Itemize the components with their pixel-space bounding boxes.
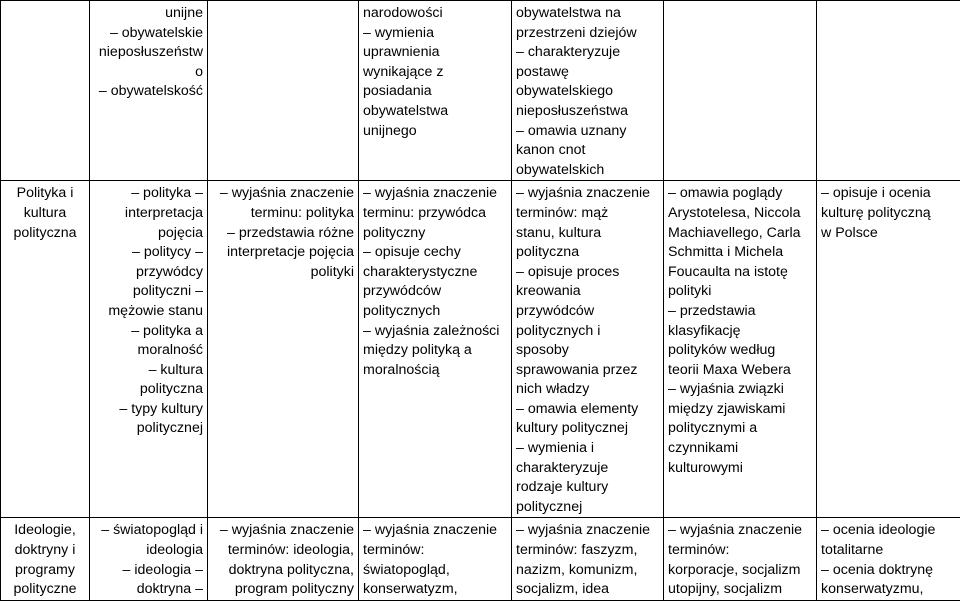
cell-text-line: – typy kultury bbox=[94, 400, 203, 420]
cell-text-line: korporacje, socjalizm bbox=[668, 561, 812, 581]
cell-text-line: – wyjaśnia zależności bbox=[363, 322, 507, 342]
cell-text-line: o bbox=[94, 63, 203, 83]
cell-text-line: politycznej bbox=[516, 498, 659, 518]
cell-text-line: terminów: bbox=[668, 541, 812, 561]
cell-text-line: w Polsce bbox=[821, 224, 956, 244]
cell-text-line: doktryna polityczna, bbox=[212, 561, 354, 581]
cell-text-line: ideologia bbox=[94, 541, 203, 561]
cell-text-line: – opisuje proces bbox=[516, 263, 659, 283]
cell-content bbox=[516, 521, 659, 599]
cell-text-line: – politycy – bbox=[94, 243, 203, 263]
cell-text-line: przywódców bbox=[363, 282, 507, 302]
cell-text-line: – opisuje cechy bbox=[363, 243, 507, 263]
table-row bbox=[1, 181, 960, 518]
cell-text-line: konserwatyzm, bbox=[363, 580, 507, 600]
cell-text-line: kultura bbox=[5, 204, 85, 224]
cell-content bbox=[5, 184, 85, 243]
table-cell bbox=[664, 181, 817, 518]
cell-text-line: polityczny bbox=[363, 224, 507, 244]
cell-text-line: polityki bbox=[212, 263, 354, 283]
cell-text-line: – wyjaśnia znaczenie bbox=[516, 184, 659, 204]
cell-content bbox=[516, 4, 659, 180]
cell-text-line: Ideologie, bbox=[5, 521, 85, 541]
cell-text-line: interpretacja bbox=[94, 204, 203, 224]
cell-text-line: doktryna – bbox=[94, 580, 203, 600]
cell-text-line: wynikające z bbox=[363, 63, 507, 83]
cell-text-line: teorii Maxa Webera bbox=[668, 361, 812, 381]
cell-text-line: obywatelskiego bbox=[516, 82, 659, 102]
cell-text-line: – wyjaśnia znaczenie bbox=[363, 521, 507, 541]
cell-text-line: Arystotelesa, Niccola bbox=[668, 204, 812, 224]
cell-content bbox=[5, 521, 85, 599]
cell-text-line: – obywatelskość bbox=[94, 82, 203, 102]
cell-text-line: kulturę polityczną bbox=[821, 204, 956, 224]
table-cell bbox=[512, 181, 664, 518]
cell-text-line: terminów: bbox=[363, 541, 507, 561]
cell-content bbox=[668, 521, 812, 599]
cell-text-line: światopogląd, bbox=[363, 561, 507, 581]
cell-text-line: – omawia poglądy bbox=[668, 184, 812, 204]
table-cell bbox=[359, 181, 512, 518]
cell-text-line: Machiavellego, Carla bbox=[668, 224, 812, 244]
cell-text-line: sposoby bbox=[516, 341, 659, 361]
cell-text-line: konserwatyzmu, bbox=[821, 580, 956, 600]
cell-text-line: – wyjaśnia znaczenie bbox=[212, 521, 354, 541]
cell-text-line: – przedstawia bbox=[668, 302, 812, 322]
cell-text-line: nich władzy bbox=[516, 380, 659, 400]
cell-text-line: – przedstawia różne bbox=[212, 224, 354, 244]
cell-text-line: terminów: faszyzm, bbox=[516, 541, 659, 561]
cell-text-line: narodowości bbox=[363, 4, 507, 24]
cell-text-line: obywatelstwa bbox=[363, 102, 507, 122]
cell-text-line: obywatelskich bbox=[516, 161, 659, 181]
cell-text-line: – wyjaśnia znaczenie bbox=[668, 521, 812, 541]
cell-text-line: polityczna bbox=[5, 224, 85, 244]
cell-text-line: – ocenia doktrynę bbox=[821, 561, 956, 581]
cell-text-line: moralnością bbox=[363, 361, 507, 381]
cell-content bbox=[94, 184, 203, 439]
cell-text-line: stanu, kultura bbox=[516, 224, 659, 244]
table-cell bbox=[1, 181, 90, 518]
cell-text-line: przestrzeni dziejów bbox=[516, 24, 659, 44]
cell-content bbox=[821, 184, 956, 243]
cell-text-line: – polityka – bbox=[94, 184, 203, 204]
cell-text-line: totalitarne bbox=[821, 541, 956, 561]
table-cell bbox=[359, 518, 512, 600]
cell-text-line: – światopogląd i bbox=[94, 521, 203, 541]
cell-text-line: politycznej bbox=[94, 419, 203, 439]
cell-text-line: Polityka i bbox=[5, 184, 85, 204]
table-cell bbox=[664, 1, 817, 181]
table-row bbox=[1, 518, 960, 600]
cell-text-line: między polityką a bbox=[363, 341, 507, 361]
cell-content bbox=[668, 184, 812, 478]
cell-content bbox=[821, 521, 956, 599]
table-cell bbox=[512, 518, 664, 600]
cell-text-line: charakterystyczne bbox=[363, 263, 507, 283]
cell-text-line: – polityka a bbox=[94, 322, 203, 342]
cell-text-line: – wyjaśnia znaczenie bbox=[363, 184, 507, 204]
cell-text-line: uprawnienia bbox=[363, 43, 507, 63]
cell-text-line: unijne bbox=[94, 4, 203, 24]
cell-text-line: rodzaje kultury bbox=[516, 478, 659, 498]
cell-text-line: terminów: ideologia, bbox=[212, 541, 354, 561]
cell-text-line: – wymienia i bbox=[516, 439, 659, 459]
table-cell bbox=[208, 518, 359, 600]
cell-text-line: polityczni – bbox=[94, 282, 203, 302]
cell-text-line: czynnikami bbox=[668, 439, 812, 459]
cell-text-line: – wyjaśnia związki bbox=[668, 380, 812, 400]
cell-content bbox=[363, 521, 507, 599]
cell-text-line: obywatelstwa na bbox=[516, 4, 659, 24]
cell-text-line: – ideologia – bbox=[94, 561, 203, 581]
cell-text-line: program polityczny bbox=[212, 580, 354, 600]
cell-text-line: programy bbox=[5, 561, 85, 581]
cell-text-line: – opisuje i ocenia bbox=[821, 184, 956, 204]
table-cell bbox=[1, 518, 90, 600]
cell-text-line: – charakteryzuje bbox=[516, 43, 659, 63]
table-cell bbox=[90, 181, 208, 518]
cell-content bbox=[94, 521, 203, 599]
cell-text-line: klasyfikację bbox=[668, 322, 812, 342]
cell-text-line: postawę bbox=[516, 63, 659, 83]
table-cell bbox=[817, 181, 960, 518]
cell-text-line: sprawowania przez bbox=[516, 361, 659, 381]
cell-text-line: moralność bbox=[94, 341, 203, 361]
table-cell bbox=[817, 1, 960, 181]
table-cell bbox=[90, 518, 208, 600]
cell-text-line: terminów: mąż bbox=[516, 204, 659, 224]
cell-text-line: przywódców bbox=[516, 302, 659, 322]
table-cell bbox=[90, 1, 208, 181]
cell-text-line: – omawia uznany bbox=[516, 122, 659, 142]
cell-text-line: politycznymi a bbox=[668, 419, 812, 439]
cell-text-line: terminu: polityka bbox=[212, 204, 354, 224]
table-cell bbox=[208, 1, 359, 181]
cell-text-line: przywódcy bbox=[94, 263, 203, 283]
cell-text-line: – wymienia bbox=[363, 24, 507, 44]
table-cell bbox=[664, 518, 817, 600]
cell-text-line: mężowie stanu bbox=[94, 302, 203, 322]
cell-text-line: nieposłuszeństw bbox=[94, 43, 203, 63]
cell-text-line: doktryny i bbox=[5, 541, 85, 561]
cell-text-line: polityki bbox=[668, 282, 812, 302]
table-cell bbox=[359, 1, 512, 181]
cell-text-line: nieposłuszeństwa bbox=[516, 102, 659, 122]
cell-text-line: posiadania bbox=[363, 82, 507, 102]
cell-text-line: polityczne bbox=[5, 580, 85, 600]
cell-text-line: kulturowymi bbox=[668, 459, 812, 479]
cell-content bbox=[363, 184, 507, 380]
cell-text-line: kreowania bbox=[516, 282, 659, 302]
cell-text-line: kultury politycznej bbox=[516, 419, 659, 439]
cell-text-line: – obywatelskie bbox=[94, 24, 203, 44]
cell-text-line: interpretacje pojęcia bbox=[212, 243, 354, 263]
table-cell bbox=[1, 1, 90, 181]
cell-text-line: politycznych i bbox=[516, 322, 659, 342]
cell-text-line: charakteryzuje bbox=[516, 459, 659, 479]
cell-text-line: – wyjaśnia znaczenie bbox=[212, 184, 354, 204]
cell-text-line: – ocenia ideologie bbox=[821, 521, 956, 541]
cell-content bbox=[212, 521, 354, 599]
cell-text-line: pojęcia bbox=[94, 224, 203, 244]
cell-text-line: Foucaulta na istotę bbox=[668, 263, 812, 283]
cell-content bbox=[212, 184, 354, 282]
cell-text-line: – wyjaśnia znaczenie bbox=[516, 521, 659, 541]
cell-text-line: terminu: przywódca bbox=[363, 204, 507, 224]
table-cell bbox=[208, 181, 359, 518]
cell-text-line: utopijny, socjalizm bbox=[668, 580, 812, 600]
table-row bbox=[1, 1, 960, 181]
table-cell bbox=[512, 1, 664, 181]
cell-text-line: socjalizm, idea bbox=[516, 580, 659, 600]
cell-text-line: – omawia elementy bbox=[516, 400, 659, 420]
cell-text-line: polityków według bbox=[668, 341, 812, 361]
cell-content bbox=[363, 4, 507, 141]
cell-text-line: polityczna bbox=[94, 380, 203, 400]
cell-text-line: Schmitta i Michela bbox=[668, 243, 812, 263]
cell-text-line: nazizm, komunizm, bbox=[516, 561, 659, 581]
cell-text-line: kanon cnot bbox=[516, 141, 659, 161]
cell-content bbox=[516, 184, 659, 517]
cell-text-line: między zjawiskami bbox=[668, 400, 812, 420]
cell-text-line: unijnego bbox=[363, 122, 507, 142]
cell-text-line: – kultura bbox=[94, 361, 203, 381]
table-cell bbox=[817, 518, 960, 600]
cell-text-line: polityczna bbox=[516, 243, 659, 263]
cell-text-line: politycznych bbox=[363, 302, 507, 322]
cell-content bbox=[94, 4, 203, 102]
